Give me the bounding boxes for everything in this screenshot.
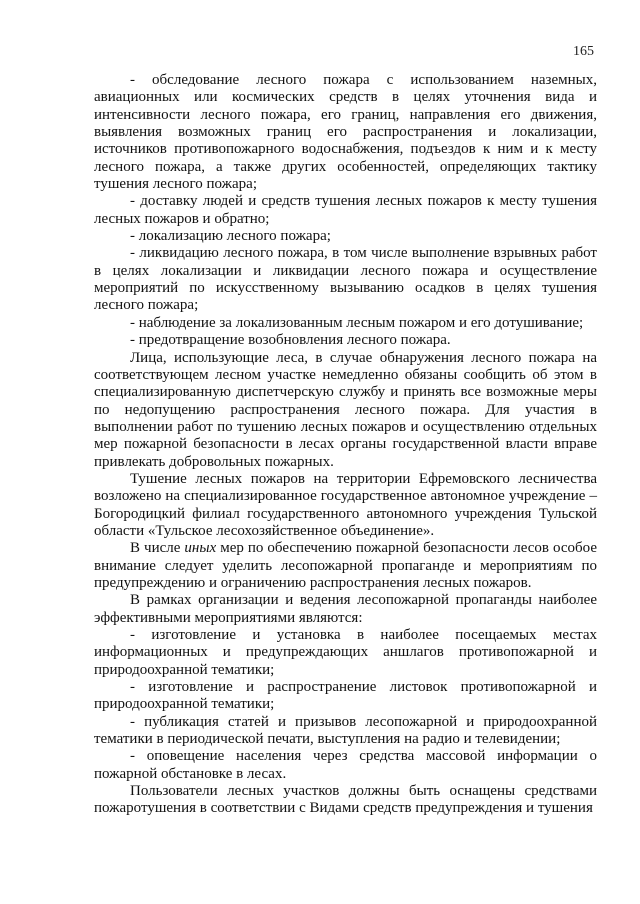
paragraph: - ликвидацию лесного пожара, в том числе выполнение взрывных работ в целях локализации и ликвидации лесного пожара и осуществление мероприятий по искусственному вызыванию осадков в целях тушения лесного пожара; bbox=[94, 245, 597, 314]
paragraph: - локализацию лесного пожара; bbox=[130, 228, 331, 245]
page-number: 165 bbox=[573, 44, 594, 59]
italic-text: иных bbox=[184, 540, 217, 557]
paragraph: В рамках организации и ведения лесопожарной пропаганды наиболее эффективными мероприятиями являются: bbox=[94, 592, 597, 626]
paragraph: - оповещение населения через средства массовой информации о пожарной обстановке в лесах. bbox=[94, 748, 597, 782]
document-body bbox=[94, 72, 597, 818]
paragraph: Пользователи лесных участков должны быть оснащены средствами пожаротушения в соответствии с Видами средств предупреждения и тушения bbox=[94, 783, 597, 817]
paragraph: - предотвращение возобновления лесного пожара. bbox=[130, 332, 451, 349]
paragraph: - публикация статей и призывов лесопожарной и природоохранной тематики в периодической печати, выступления на радио и телевидении; bbox=[94, 713, 597, 748]
paragraph: - изготовление и установка в наиболее посещаемых местах информационных и предупреждающих аншлагов противопожарной и природоохранной тематики; bbox=[94, 627, 597, 678]
paragraph: - наблюдение за локализованным лесным пожаром и его дотушивание; bbox=[130, 314, 584, 331]
paragraph: - обследование лесного пожара с использованием наземных, авиационных или космических средств в целях уточнения вида и интенсивности лесного пожара, его границ, направления его движения, выявления возможных границ его распространения и локализации, источников противопожарного водоснабжения, подъездов к ним и к месту лесного пожара, а также других особенностей, определяющих тактику тушения лесного пожара; bbox=[94, 72, 597, 193]
paragraph: - изготовление и распространение листовок противопожарной и природоохранной тематики; bbox=[94, 679, 597, 713]
paragraph: Тушение лесных пожаров на территории Ефремовского лесничества возложено на специализированное государственное автономное учреждение – Богородицкий филиал государственного автономного учреждения Тульской области «Тульское лесохозяйственное объединение». bbox=[94, 470, 597, 539]
paragraph: - доставку людей и средств тушения лесных пожаров к месту тушения лесных пожаров и обратно; bbox=[94, 193, 597, 227]
paragraph bbox=[94, 540, 597, 592]
paragraph: Лица, использующие леса, в случае обнаружения лесного пожара на соответствующем лесном участке немедленно обязаны сообщить об этом в специализированную диспетчерскую службу и принять все возможные меры по недопущению распространения лесного пожара. Для участия в выполнении работ по тушению лесных пожаров и осуществлению отдельных мер пожарной безопасности в лесах органы государственной власти вправе привлекать добровольных пожарных. bbox=[94, 349, 597, 470]
paragraph-text: мер по обеспечению пожарной безопасности лесов особое внимание следует уделить лесопожарной пропаганде и мероприятиям по предупреждению и ограничению распространения лесных пожаров. bbox=[94, 540, 597, 591]
paragraph-text: В числе bbox=[130, 540, 185, 557]
